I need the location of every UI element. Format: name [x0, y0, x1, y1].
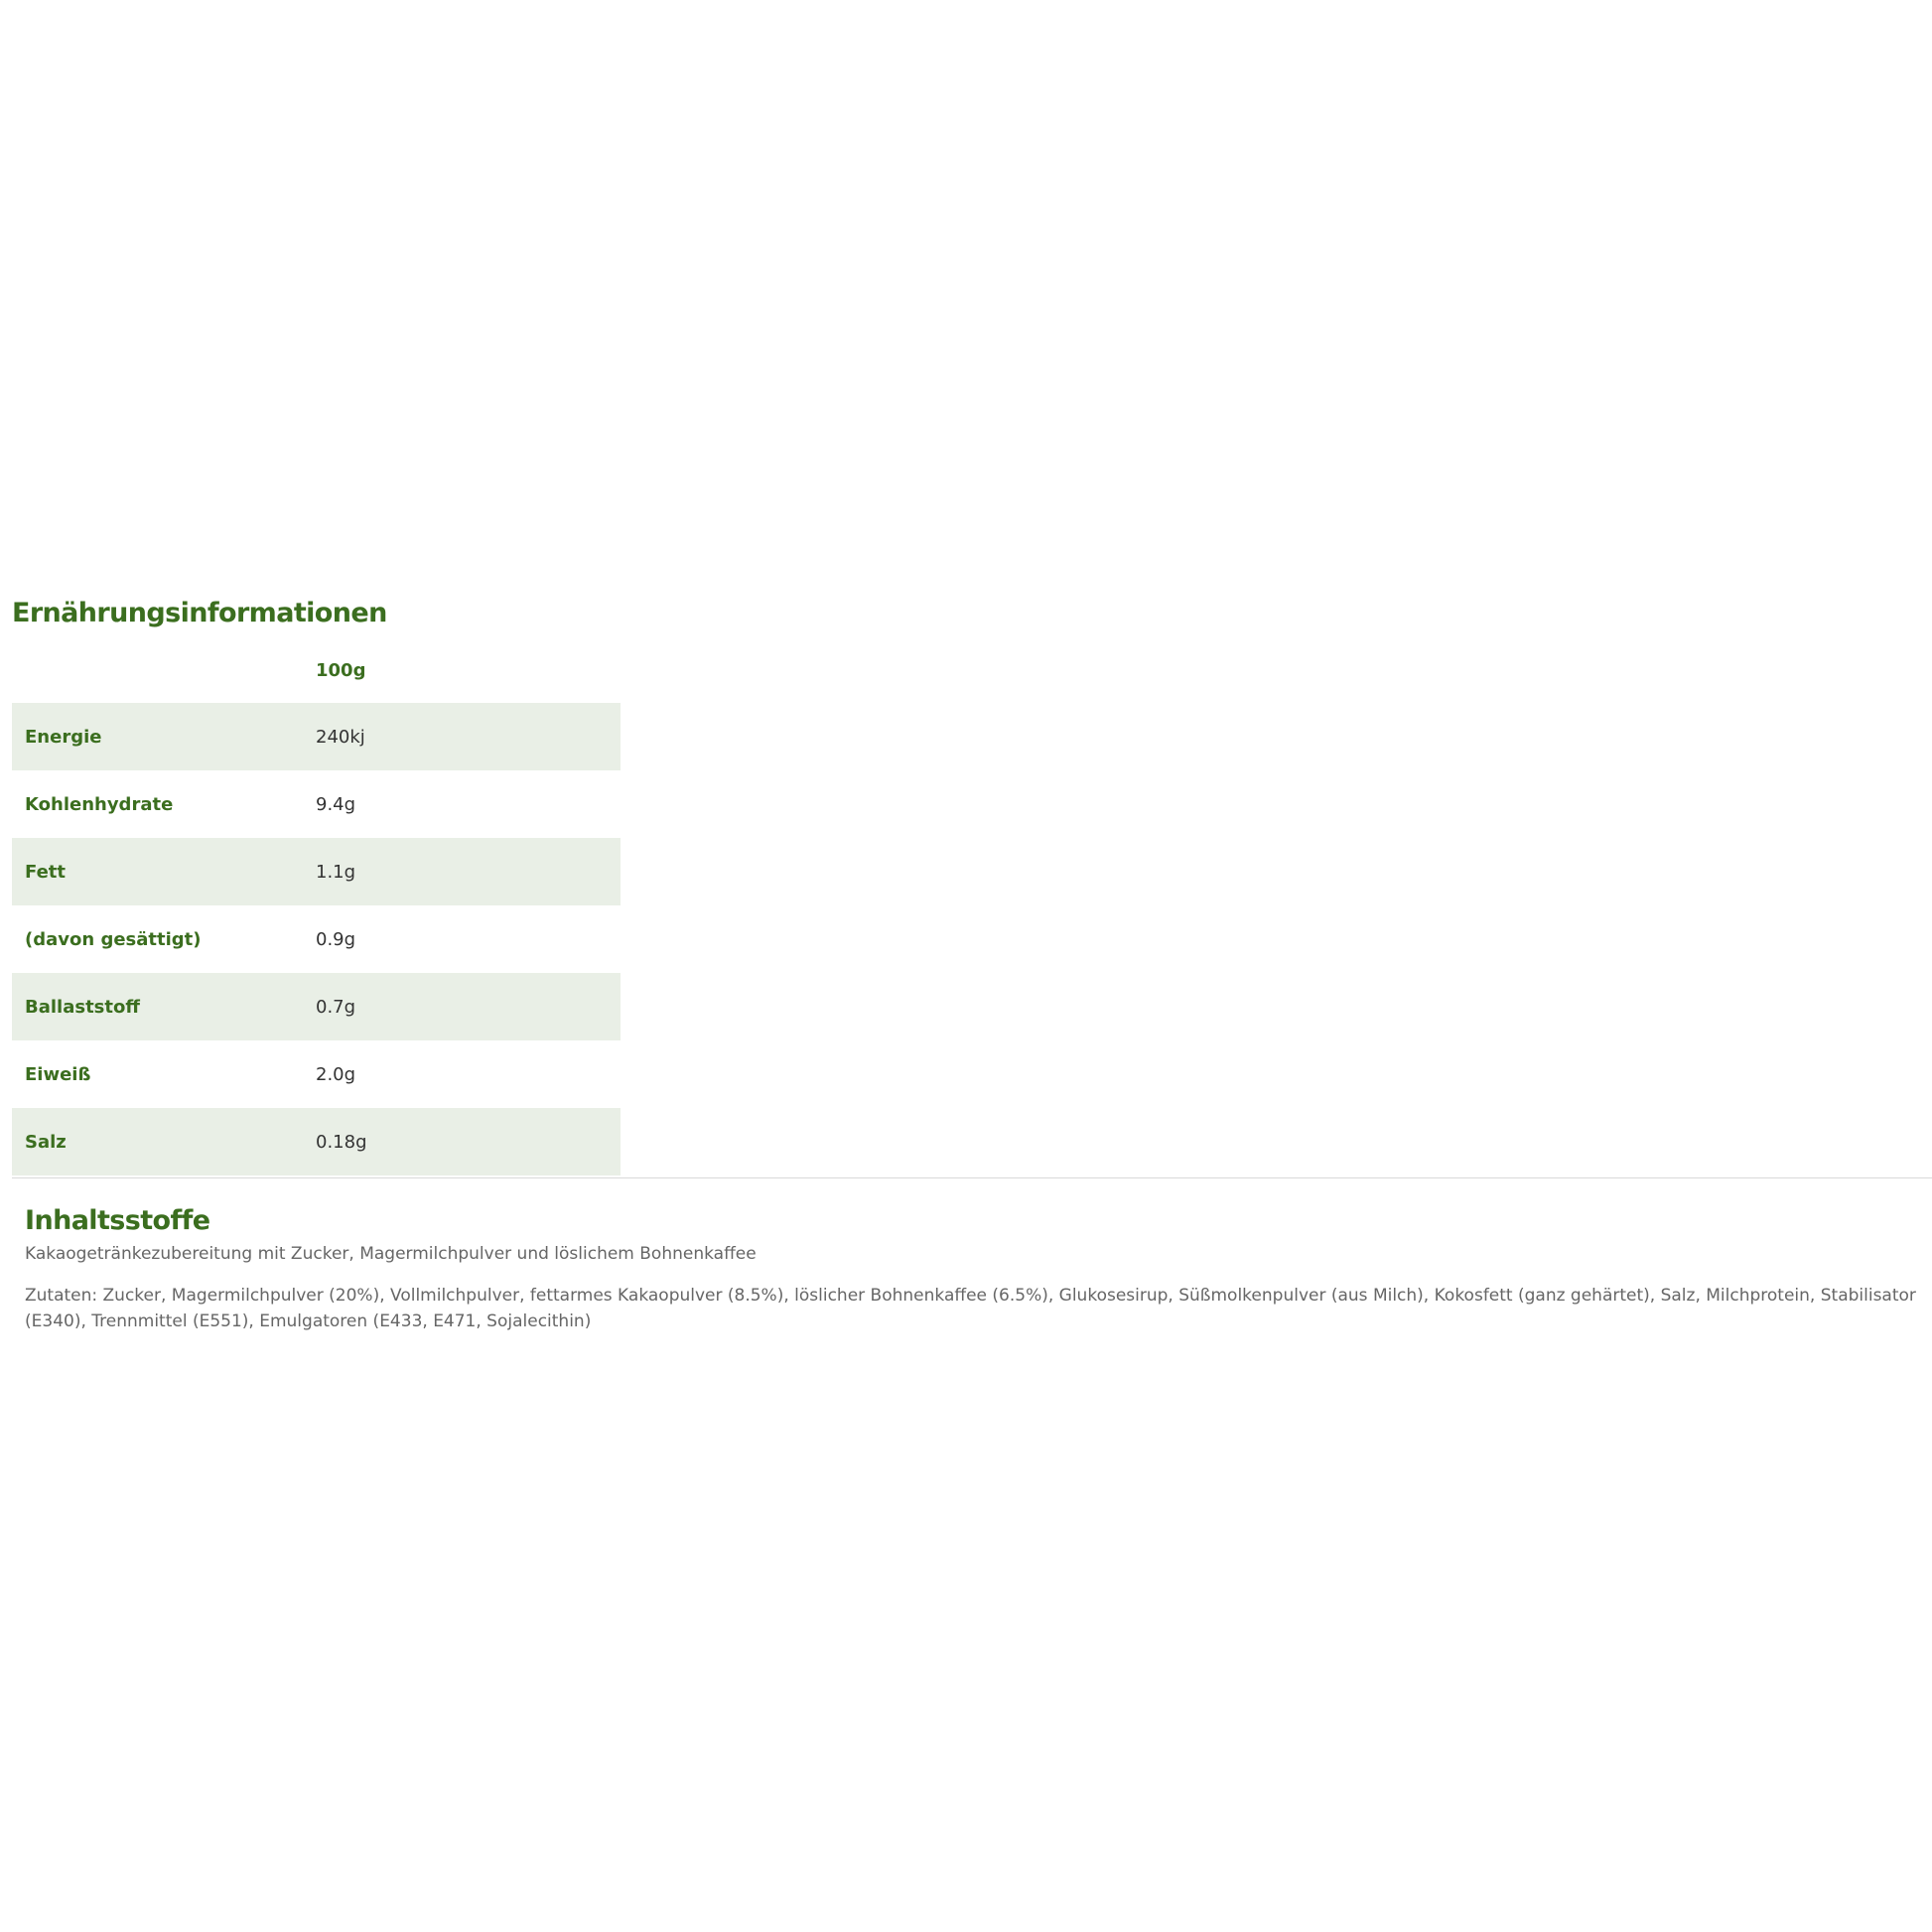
nutrition-table: [12, 637, 621, 1175]
ingredients-title: Inhaltsstoffe: [25, 1205, 210, 1236]
nutrition-row-fett: [12, 838, 621, 905]
section-divider: [12, 1177, 1932, 1178]
nutrition-label: Salz: [25, 1131, 67, 1153]
nutrition-value: 9.4g: [316, 793, 356, 815]
nutrition-title: Ernährungsinformationen: [12, 598, 387, 628]
ingredients-list: Zutaten: Zucker, Magermilchpulver (20%), Vollmilchpulver, fettarmes Kakaopulver (8.5%), löslicher Bohnenkaffee (6.5%), Glukosesirup, Süßmolkenpulver (aus Milch), Kokosfett (ganz gehärtet), Salz, Milchprotein, Stabilisator (E340), Trennmittel (E551), Emulgatoren (E433, E471, Sojalecithin): [25, 1286, 1916, 1331]
nutrition-column-header: 100g: [316, 659, 366, 681]
nutrition-row-salz: [12, 1108, 621, 1175]
nutrition-row-energie: [12, 703, 621, 770]
nutrition-row-kohlenhydrate: [12, 770, 621, 838]
ingredients-description: Kakaogetränkezubereitung mit Zucker, Magermilchpulver und löslichem Bohnenkaffee: [25, 1244, 757, 1264]
nutrition-value: 0.7g: [316, 996, 356, 1018]
nutrition-label: Eiweiß: [25, 1063, 91, 1085]
nutrition-row-gesaettigt: [12, 905, 621, 973]
nutrition-value: 0.9g: [316, 928, 356, 950]
nutrition-value: 240kj: [316, 726, 365, 748]
nutrition-table-header: [12, 637, 621, 703]
nutrition-label: Ballaststoff: [25, 996, 140, 1018]
nutrition-label: (davon gesättigt): [25, 928, 202, 950]
nutrition-row-eiweiss: [12, 1040, 621, 1108]
nutrition-value: 2.0g: [316, 1063, 356, 1085]
nutrition-label: Energie: [25, 726, 102, 748]
nutrition-value: 0.18g: [316, 1131, 367, 1153]
nutrition-value: 1.1g: [316, 861, 356, 883]
nutrition-label: Kohlenhydrate: [25, 793, 174, 815]
nutrition-row-ballaststoff: [12, 973, 621, 1040]
nutrition-label: Fett: [25, 861, 66, 883]
